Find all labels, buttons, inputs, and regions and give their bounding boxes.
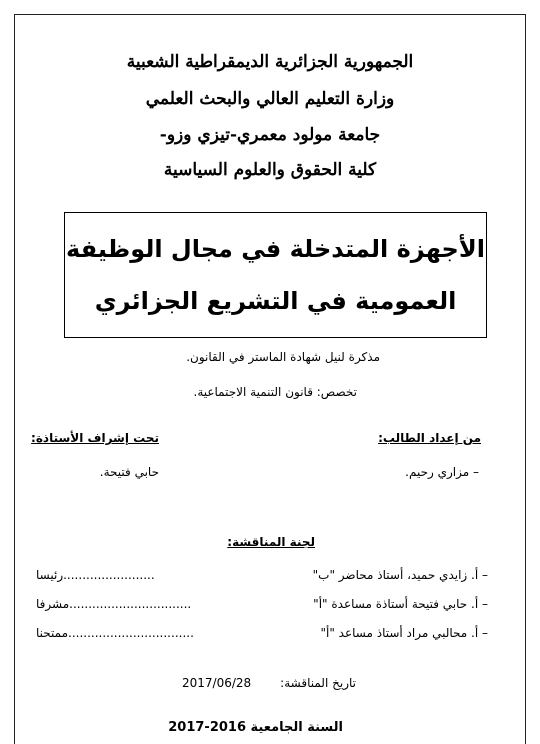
supervisor-name: حابي فتيحة. bbox=[99, 465, 159, 479]
thesis-title-box bbox=[64, 212, 487, 338]
ministry-header: وزارة التعليم العالي والبحث العلمي bbox=[145, 89, 395, 109]
faculty-header: كلية الحقوق والعلوم السياسية bbox=[163, 160, 377, 180]
committee-role: .................................ممتحنا bbox=[36, 626, 194, 640]
committee-label: لجنة المناقشة: bbox=[227, 535, 315, 549]
academic-year: السنة الجامعية 2016-2017 bbox=[168, 720, 343, 735]
thesis-specialty: تخصص: قانون التنمية الاجتماعية. bbox=[193, 385, 357, 399]
committee-member-row bbox=[36, 626, 488, 644]
defense-date-value: 2017/06/28 bbox=[182, 676, 252, 690]
committee-member: – أ. حابي فتيحة أستاذة مساعدة "أ" bbox=[313, 597, 488, 611]
student-name: – مزاري رحيم. bbox=[405, 465, 479, 479]
university-header: جامعة مولود معمري-تيزي وزو- bbox=[159, 125, 381, 145]
supervisor-label: تحت إشراف الأستاذة: bbox=[31, 431, 159, 445]
committee-member-row bbox=[36, 568, 488, 586]
republic-header: الجمهورية الجزائرية الديمقراطية الشعبية bbox=[126, 52, 414, 72]
committee-member-row bbox=[36, 597, 488, 615]
committee-member: – أ. زايدي حميد، أستاذ محاضر "ب" bbox=[312, 568, 488, 582]
defense-date-label: تاريخ المناقشة: bbox=[280, 676, 356, 690]
thesis-title-line-1: الأجهزة المتدخلة في مجال الوظيفة bbox=[66, 235, 485, 263]
committee-role: ........................رئيسا bbox=[36, 568, 155, 582]
student-label: من إعداد الطالب: bbox=[378, 431, 481, 445]
committee-role: ................................مشرفا bbox=[36, 597, 192, 611]
committee-member: – أ. محالبي مراد أستاذ مساعد "أ" bbox=[320, 626, 488, 640]
thesis-title-line-2: العمومية في التشريع الجزائري bbox=[94, 287, 457, 315]
thesis-purpose: مذكرة لنيل شهادة الماستر في القانون. bbox=[186, 350, 380, 364]
